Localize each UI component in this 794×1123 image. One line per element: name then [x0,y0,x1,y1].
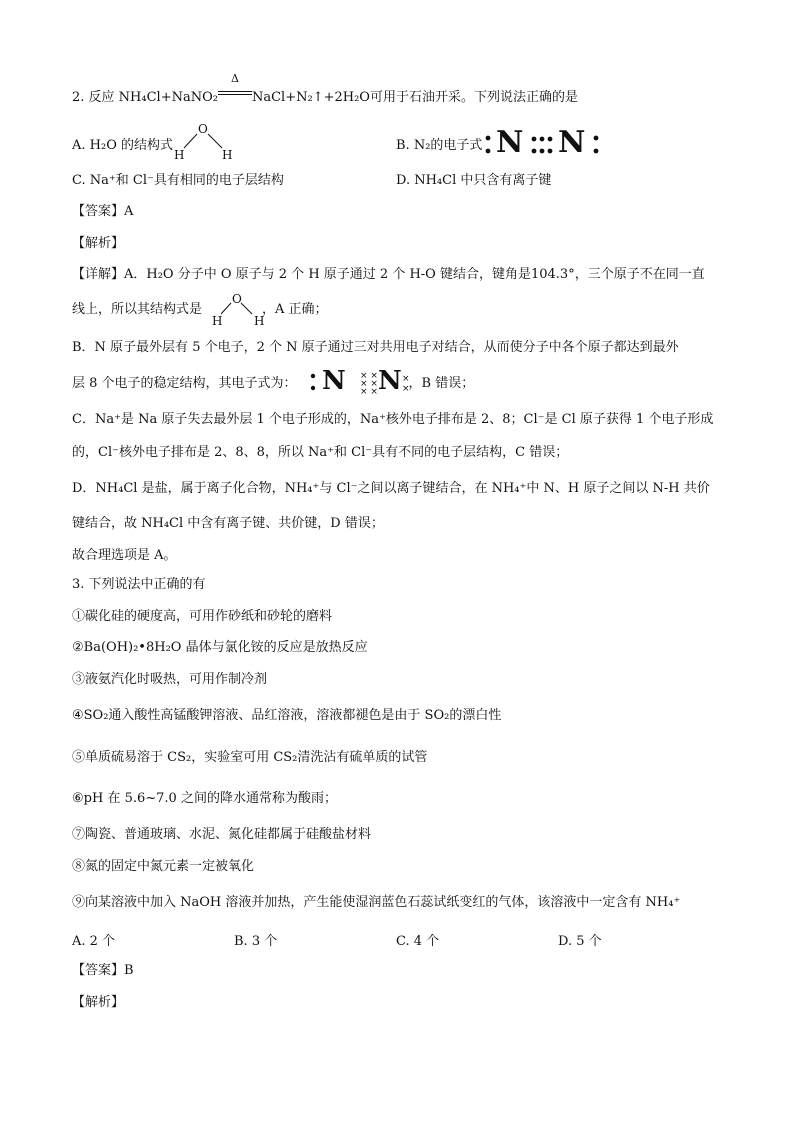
water-structure-formula [170,122,240,166]
q3-option-b: B. 3 个 [234,934,278,949]
atom-n-right: N [558,125,586,160]
q2-stem-prefix: 2. 反应 [72,90,119,105]
q2-detail-a-line2-text: 线上，所以其结构式是 [72,302,203,317]
svg-text:×: × [402,384,410,394]
atom-h-right: H [222,148,233,162]
q2-detail-a-line2 [72,301,328,319]
q2-detail-d-line2: 键结合，故 NH₄Cl 中含有离子键、共价键，D 错误； [72,516,384,531]
bond-lines [210,292,266,330]
q3-item-5: ⑤单质硫易溶于 CS₂，实验室可用 CS₂清洗沾有硫单质的试管 [72,750,428,765]
svg-text:× ×: × × [360,387,378,397]
q3-option-a: A. 2 个 [72,934,116,949]
q2-conclusion: 故合理选项是 A。 [72,548,177,563]
q2-detail-c-line2: 的，Cl⁻核外电子排布是 2、8、8，所以 Na⁺和 Cl⁻具有不同的电子层结构，C 错误； [72,445,569,460]
atom-n-left: N [496,125,524,160]
q3-stem: 3. 下列说法中正确的有 [72,577,206,592]
water-structure-inline [210,292,266,330]
q2-analysis-label: 【解析】 [72,236,125,251]
svg-text:× ×: × × [360,379,378,389]
atom-h-right: H [254,314,265,328]
q2-detail-c-line1: C．Na⁺是 Na 原子失去最外层 1 个电子形成的，Na⁺核外电子排布是 2、8；Cl⁻是 Cl 原子获得 1 个电子形成 [72,412,714,427]
svg-text:× ×: × × [360,371,378,381]
delta-symbol: Δ [230,72,239,85]
q2-option-b: B. N₂的电子式 [396,138,483,153]
q3-analysis-label: 【解析】 [72,995,125,1010]
q2-detail-b-line2-end: ，B 错误； [408,376,475,391]
q2-reaction-left: NH₄Cl+NaNO₂ [118,90,218,105]
atom-n-right: N [378,366,402,396]
atom-o: O [198,122,208,136]
q2-detail-d-line1: D．NH₄Cl 是盐，属于离子化合物，NH₄⁺与 Cl⁻之间以离子键结合，在 NH₄⁺中 N、H 原子之间以 N-H 共价 [72,481,710,496]
q3-item-4: ④SO₂通入酸性高锰酸钾溶液、品红溶液，溶液都褪色是由于 SO₂的漂白性 [72,708,502,723]
n2-electron-formula [484,127,604,163]
q3-item-8: ⑧氮的固定中氮元素一定被氧化 [72,859,255,874]
q2-option-c: C. Na⁺和 Cl⁻具有相同的电子层结构 [72,173,284,188]
q3-answer: 【答案】B [72,963,134,978]
q3-item-7: ⑦陶瓷、普通玻璃、水泥、氮化硅都属于硅酸盐材料 [72,827,372,842]
q3-item-3: ③液氨汽化时吸热，可用作制冷剂 [72,672,268,687]
n2-electron-formula-inline [310,366,420,398]
q2-detail-a-line1: 【详解】A．H₂O 分子中 O 原子与 2 个 H 原子通过 2 个 H-O 键结合，键角是104.3°，三个原子不在同一直 [72,267,705,282]
q2-detail-b-line1: B．N 原子最外层有 5 个电子，2 个 N 原子通过三对共用电子对结合，从而使分子中各个原子都达到最外 [72,340,679,355]
q2-stem-suffix: 可用于石油开采。下列说法正确的是 [369,90,578,105]
svg-text:×: × [402,374,410,384]
q3-option-d: D. 5 个 [558,934,602,949]
q2-detail-a-line2-end: ，A 正确； [262,302,328,317]
q2-stem [72,72,578,107]
q2-detail-b-line2-text: 层 8 个电子的稳定结构，其电子式为： [72,376,297,391]
q3-item-6: ⑥pH 在 5.6~7.0 之间的降水通常称为酸雨； [72,791,337,806]
q3-item-2: ②Ba(OH)₂•8H₂O 晶体与氯化铵的反应是放热反应 [72,640,368,655]
q2-option-d: D. NH₄Cl 中只含有离子键 [396,173,552,188]
q3-option-c: C. 4 个 [396,934,440,949]
q3-item-1: ①碳化硅的硬度高，可用作砂纸和砂轮的磨料 [72,609,333,624]
atom-h-left: H [174,148,185,162]
q3-item-9: ⑨向某溶液中加入 NaOH 溶液并加热，产生能使湿润蓝色石蕊试纸变红的气体，该溶液中一定含有 NH₄⁺ [72,895,681,910]
atom-o: O [232,292,242,306]
q2-option-a: A. H₂O 的结构式 [72,138,173,153]
q2-reaction-right: NaCl+N₂↑+2H₂O [251,90,370,105]
q2-reaction-arrow [218,72,252,101]
atom-n-left: N [322,366,346,396]
atom-h-left: H [212,314,223,328]
bond-lines [170,122,240,166]
q2-answer: 【答案】A [72,204,134,219]
